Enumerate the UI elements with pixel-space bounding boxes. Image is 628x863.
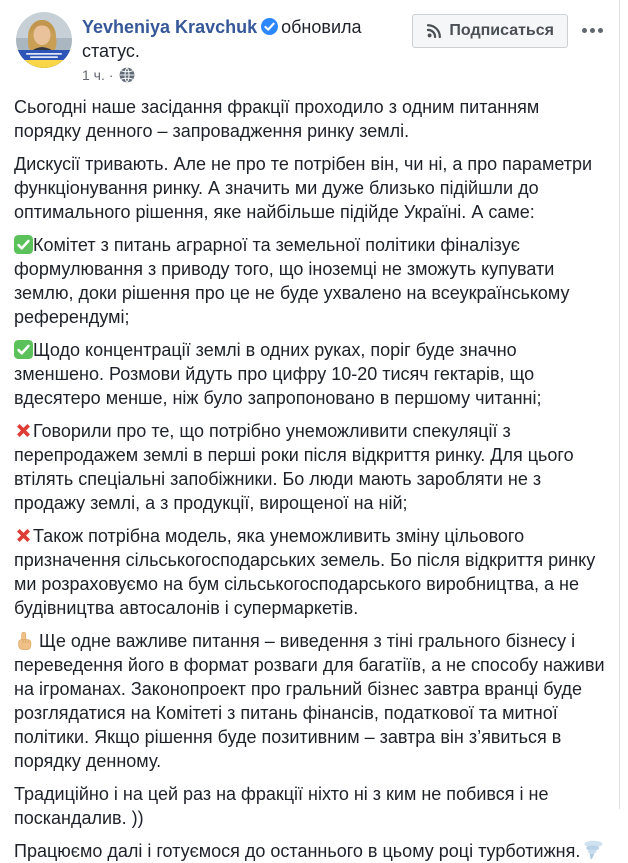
post-paragraph [14, 524, 605, 620]
post-paragraph [14, 782, 605, 830]
cross-mark-emoji [14, 526, 33, 545]
paragraph-text: Щодо концентрації землі в одних руках, поріг буде значно зменшено. Розмови йдуть про цифру 10-20 тисяч гектарів, що вдесятеро менше, ніж було запропоновано в першому читанні; [14, 340, 542, 408]
post-meta [82, 67, 404, 83]
post-paragraph [14, 419, 605, 515]
post-paragraph [14, 233, 605, 329]
more-options-button[interactable] [568, 14, 607, 43]
post-header [0, 0, 619, 87]
ellipsis-dot [582, 28, 587, 33]
avatar-photo [16, 12, 72, 68]
post-paragraph [14, 338, 605, 410]
ellipsis-dot [598, 28, 603, 33]
avatar[interactable] [16, 12, 72, 68]
post-paragraph [14, 152, 605, 224]
tornado-emoji [583, 840, 604, 861]
cross-mark-emoji [14, 421, 33, 440]
follow-button[interactable] [412, 14, 568, 48]
meta-separator: · [108, 67, 114, 83]
globe-icon [119, 67, 135, 83]
point-up-emoji [14, 631, 34, 651]
check-mark-emoji [14, 235, 33, 254]
header-actions [412, 12, 607, 48]
rss-follow-icon [426, 23, 442, 39]
post-paragraph [14, 629, 605, 773]
profile-name-link[interactable]: Yevheniya Kravchuk [82, 17, 258, 37]
paragraph-text: Традиційно і на цей раз на фракції ніхто ні з ким не побився і не поскандалив. )) [14, 784, 549, 828]
post-body [0, 87, 619, 863]
paragraph-text: Комітет з питань аграрної та земельної політики фіналізує формулювання з приводу того, що іноземці не зможуть купувати землю, доки рішення про це не буде ухвалено на всеукраїнському референдумі; [14, 235, 570, 327]
title-line [82, 15, 404, 63]
check-mark-emoji [14, 340, 33, 359]
ellipsis-dot [590, 28, 595, 33]
verified-badge-icon [261, 18, 278, 35]
post-header-text [82, 12, 404, 83]
action-text: обновила статус. [82, 17, 362, 61]
paragraph-text: Ще одне важливе питання – виведення з тіні грального бізнесу і переведення його в формат розваги для багатіїв, а не способу наживи на ігроманах. Законопроект про гральний бізнес завтра вранці буде розглядатися на Комітеті з питань фінансів, податкової та митної політики. Якщо рішення буде позитивним – завтра він з’явиться в порядку денному. [14, 631, 605, 771]
post-paragraph [14, 95, 605, 143]
timestamp-link[interactable]: 1 ч. [82, 67, 105, 83]
paragraph-text: Також потрібна модель, яка унеможливить зміну цільового призначення сільськогосподарських земель. Бо після відкриття ринку ми розраховуємо на бум сільськогосподарського виробництва, а не будівництва автосалонів і супермаркетів. [14, 526, 596, 618]
paragraph-text: Сьогодні наше засідання фракції проходило з одним питанням порядку денного – запровадження ринку землі. [14, 97, 540, 141]
post-paragraph [14, 839, 605, 863]
follow-button-label: Подписаться [449, 22, 554, 39]
paragraph-text: Дискусії тривають. Але не про те потрібен він, чи ні, а про параметри функціонування ринку. А значить ми дуже близько підійшли до оптимального рішення, яке найбільше підійде Україні. А саме: [14, 154, 593, 222]
paragraph-text: Працюємо далі і готуємося до останнього в цьому році турботижня. [14, 841, 581, 861]
paragraph-text: Говорили про те, що потрібно унеможливити спекуляції з перепродажем землі в перші роки після відкриття ринку. Для цього втілять спеціальні запобіжники. Бо люди мають заробляти не з продажу землі, а з продукції, вирощеної на ній; [14, 421, 574, 513]
